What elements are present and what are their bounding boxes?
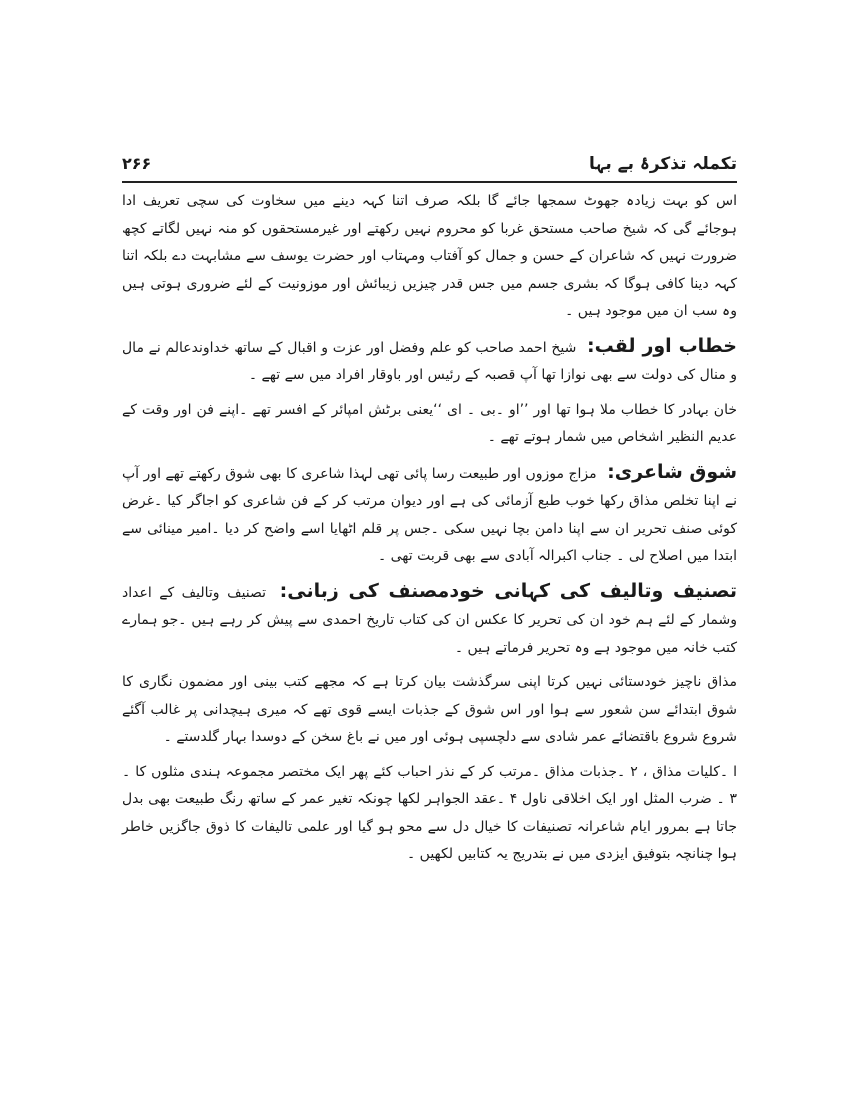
header-divider <box>122 181 737 183</box>
works-section <box>122 578 737 663</box>
titles-section <box>122 333 737 390</box>
poetry-section <box>122 459 737 571</box>
poetry-heading-colon: : <box>607 460 615 483</box>
titles-heading-colon: : <box>587 334 595 357</box>
running-title: تکملہ تذکرۂ بے بہا <box>588 154 737 174</box>
page-header <box>122 152 737 180</box>
titles-text-2: خان بہادر کا خطاب ملا ہوا تھا اور ’’او ۔بی ۔ ای ‘‘یعنی برٹش امپائر کے افسر تھے ۔اپنے فن اور وقت کے عدیم النظیر اشخاص میں شمار ہوتے تھے ۔ <box>122 401 737 445</box>
works-list-paragraph <box>122 759 737 869</box>
works-quote: مذاق ناچیز خودستائی نہیں کرتا اپنی سرگذشت بیان کرتا ہے کہ مجھے کتب بینی اور مضمون نگاری کا شوق ابتدائے سن شعور سے ہوا اور اس شوق کے جذبات ایسے قوی تھے کہ میری ہیچدانی پر غالب آگئے شروع شروع باقتضائے عمر شادی سے دلچسپی ہوئی اور میں نے باغ سخن کے دوسدا بہار گلدستے ۔ <box>122 674 737 745</box>
intro-text: اس کو بہت زیادہ جھوٹ سمجھا جائے گا بلکہ صرف اتنا کہہ دینے میں سخاوت کی سچی تعریف ادا ہوجائے گی کہ شیخ صاحب مستحق غربا کو محروم نہیں رکھتے اور غیرمستحقوں کو منہ نہیں لگاتے کچھ ضرورت نہیں کہ شاعران کے حسن و جمال کو آفتاب ومہتاب اور حضرت یوسف سے مشابہت دے بلکہ اتنا کہہ دینا کافی ہوگا کہ بشری جسم میں جس قدر چیزیں زیبائش اور موزونیت کے لئے ضروری ہوتی ہیں وہ سب ان میں موجود ہیں ۔ <box>122 193 737 319</box>
works-text: تصنیف وتالیف کے اعداد وشمار کے لئے ہم خود ان کی تحریر کا عکس ان کی کتاب تاریخ احمدی سے پیش کر رہے ہیں ۔جو ہمارے کتب خانہ میں موجود ہے وہ تحریر فرماتے ہیں ۔ <box>122 584 737 656</box>
poetry-heading: شوق شاعری <box>614 460 738 483</box>
works-heading-colon: : <box>279 579 288 602</box>
works-list: ا ۔کلیات مذاق ، ۲ ۔جذبات مذاق ۔مرتب کر کے نذر احباب کئے پھر ایک مختصر مجموعہ ہندی مثلوں کا ۔ ۳ ۔ ضرب المثل اور ایک اخلاقی ناول ۴ ۔عقد الجواہر لکھا چونکہ تغیر عمر کے ساتھ رنگ طبیعت بھی بدل جاتا ہے بمرور ایام شاعرانہ تصنیفات کا خیال دل سے محو ہو گیا اور علمی تالیفات کا ذوق جاگزیں خاطر ہوا چنانچہ بتوفیق ایزدی میں نے بتدریج یہ کتابیں لکھیں ۔ <box>122 763 737 862</box>
page-number: ۲۶۶ <box>122 154 152 173</box>
titles-text: شیخ احمد صاحب کو علم وفضل اور عزت و اقبال کے ساتھ خداوندعالم نے مال و منال کی دولت سے بھی نوازا تھا آپ قصبہ کے رئیس اور باوقار افراد میں سے تھے ۔ <box>122 339 737 383</box>
works-quote-paragraph <box>122 669 737 752</box>
titles-heading: خطاب اور لقب <box>594 334 738 357</box>
body-text <box>122 188 737 876</box>
works-heading: تصنیف وتالیف کی کہانی خودمصنف کی زبانی <box>287 579 737 602</box>
poetry-text: مزاج موزوں اور طبیعت رسا پائی تھی لہذا شاعری کا بھی شوق رکھتے تھے اور آپ نے اپنا تخلص مذاق رکھا خوب طبع آزمائی کی ہے اور دیوان مرتب کر کے فن شاعری کو اجاگر کیا ۔غرض کوئی صنف تحریر ان سے اپنا دامن بچا نہیں سکی ۔جس پر قلم اٹھایا اسے واضح کر دیا ۔امیر مینائی سے ابتدا میں اصلاح لی ۔ جناب اکبرالہ آبادی سے بھی قربت تھی ۔ <box>122 465 737 564</box>
titles-paragraph-2 <box>122 397 737 452</box>
intro-paragraph <box>122 188 737 326</box>
